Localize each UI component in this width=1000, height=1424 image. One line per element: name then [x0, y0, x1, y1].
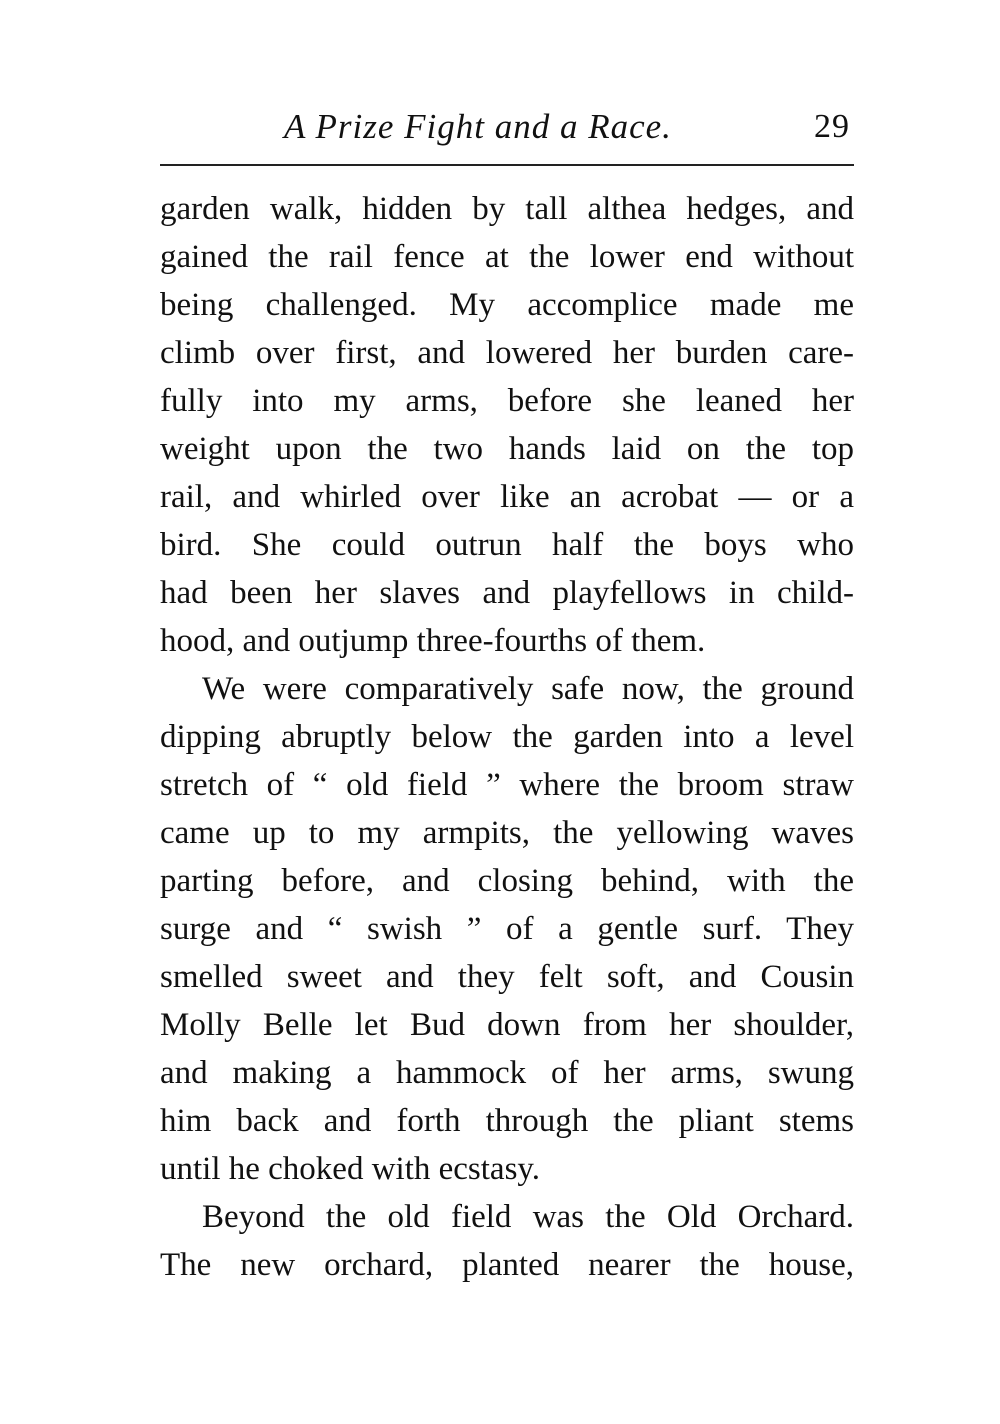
- page-number: 29: [814, 108, 850, 145]
- text-line: hood, and outjump three-fourths of them.: [160, 623, 706, 659]
- text-line: bird. She could outrun half the boys who: [160, 527, 854, 563]
- text-line: had been her slaves and playfellows in child-: [160, 575, 854, 611]
- text-line: The new orchard, planted nearer the house,: [160, 1247, 854, 1283]
- text-line: him back and forth through the pliant stems: [160, 1103, 854, 1139]
- text-line: dipping abruptly below the garden into a level: [160, 719, 854, 755]
- text-line: We were comparatively safe now, the ground: [202, 671, 854, 707]
- text-line: garden walk, hidden by tall althea hedges, and: [160, 191, 854, 227]
- text-line: until he choked with ecstasy.: [160, 1151, 541, 1187]
- text-line: climb over first, and lowered her burden care-: [160, 335, 854, 371]
- text-line: surge and “ swish ” of a gentle surf. They: [160, 911, 854, 947]
- text-line: came up to my armpits, the yellowing waves: [160, 815, 854, 851]
- text-line: fully into my arms, before she leaned her: [160, 383, 854, 419]
- text-line: parting before, and closing behind, with the: [160, 863, 854, 899]
- text-line: stretch of “ old field ” where the broom straw: [160, 767, 854, 803]
- text-line: Molly Belle let Bud down from her shoulder,: [160, 1007, 854, 1043]
- text-line: being challenged. My accomplice made me: [160, 287, 854, 323]
- running-head: [160, 102, 854, 152]
- text-line: rail, and whirled over like an acrobat — or a: [160, 479, 854, 515]
- text-line: and making a hammock of her arms, swung: [160, 1055, 854, 1091]
- text-line: gained the rail fence at the lower end without: [160, 239, 854, 275]
- text-line: smelled sweet and they felt soft, and Cousin: [160, 959, 854, 995]
- text-line: Beyond the old field was the Old Orchard.: [202, 1199, 854, 1235]
- header-rule: [160, 164, 854, 166]
- text-line: weight upon the two hands laid on the top: [160, 431, 854, 467]
- running-head-title: A Prize Fight and a Race.: [284, 107, 672, 146]
- body-text: [160, 185, 854, 1289]
